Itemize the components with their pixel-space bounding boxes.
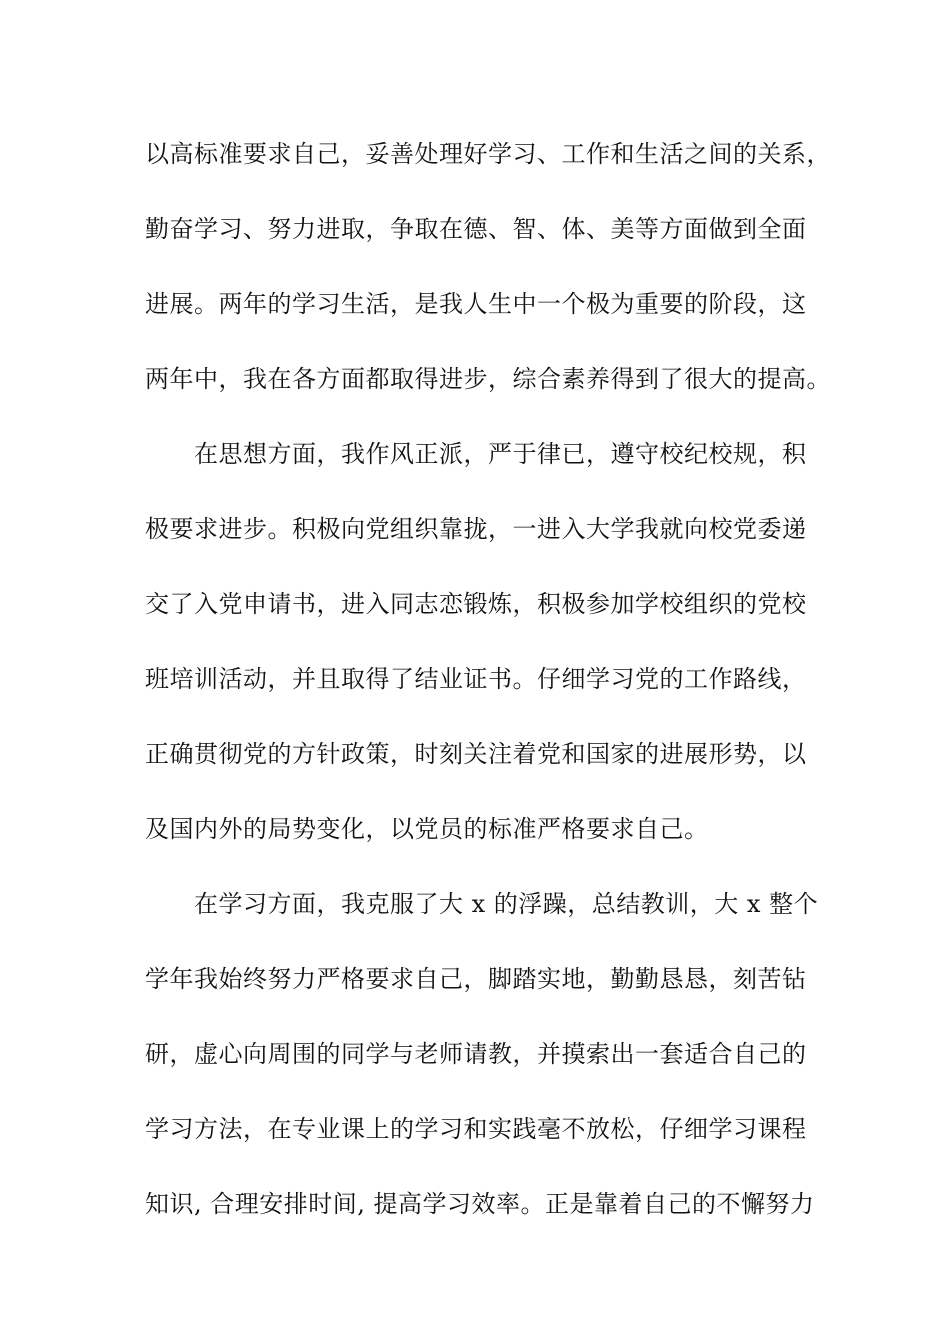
text-line: 班培训活动，并且取得了结业证书。仔细学习党的工作路线， [145, 665, 807, 693]
text-line: 研，虚心向周围的同学与老师请教，并摸索出一套适合自己的 [145, 1040, 807, 1068]
text-line: 正确贯彻党的方针政策，时刻关注着党和国家的进展形势，以 [145, 740, 807, 768]
text-line: 在学习方面，我克服了大 x 的浮躁，总结教训，大 x 整个 [145, 890, 819, 918]
text-line: 以高标准要求自己，妥善处理好学习、工作和生活之间的关系， [145, 140, 831, 168]
text-line: 勤奋学习、努力进取，争取在德、智、体、美等方面做到全面 [145, 215, 807, 243]
document-body [145, 130, 831, 1255]
text-line: 两年中，我在各方面都取得进步，综合素养得到了很大的提高。 [145, 365, 831, 393]
text-line: 知识, 合理安排时间, 提高学习效率。正是靠着自己的不懈努力 [145, 1190, 815, 1218]
text-line: 学习方法，在专业课上的学习和实践毫不放松，仔细学习课程 [145, 1115, 807, 1143]
text-line: 极要求进步。积极向党组织靠拢，一进入大学我就向校党委递 [145, 515, 807, 543]
text-line: 进展。两年的学习生活，是我人生中一个极为重要的阶段，这 [145, 290, 807, 318]
text-line: 在思想方面，我作风正派，严于律已，遵守校纪校规，积 [145, 440, 807, 468]
text-line: 学年我始终努力严格要求自己，脚踏实地，勤勤恳恳，刻苦钻 [145, 965, 807, 993]
text-line: 及国内外的局势变化，以党员的标准严格要求自己。 [145, 815, 709, 843]
text-line: 交了入党申请书，进入同志恋锻炼，积极参加学校组织的党校 [145, 590, 807, 618]
